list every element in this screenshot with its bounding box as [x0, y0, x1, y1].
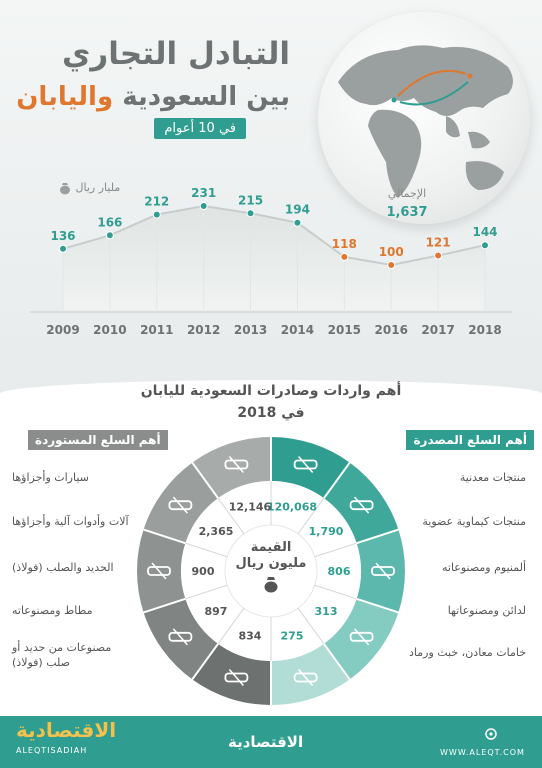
footer-logo-left: الاقتصادية [16, 718, 117, 742]
data-point [200, 203, 207, 210]
data-point [106, 232, 113, 239]
segment-value: 834 [238, 629, 262, 643]
continents [338, 45, 513, 198]
imports-header: أهم السلع المستوردة [28, 430, 168, 450]
data-point [435, 252, 442, 259]
data-label: 121 [425, 235, 451, 250]
export-item-label: منتجات كيماوية عضوية [422, 515, 526, 528]
x-tick-label: 2018 [468, 323, 502, 337]
data-point [388, 262, 395, 269]
segment-value: 12,146 [228, 500, 272, 514]
x-tick-label: 2015 [327, 323, 362, 337]
data-point [153, 211, 160, 218]
section-title: أهم واردات وصادرات السعودية لليابان في 2018 [140, 383, 402, 421]
segment-value: 275 [280, 629, 304, 643]
data-label: 166 [97, 215, 123, 230]
x-tick-label: 2016 [374, 323, 408, 337]
import-item-label: آلات وأدوات آلية وأجزاؤها [12, 515, 129, 528]
x-tick-label: 2014 [280, 323, 315, 337]
export-item-label: ألمنيوم ومصنوعاته [441, 561, 526, 574]
donut-segment [137, 530, 185, 613]
donut-center-label: القيمة مليون ريال [216, 540, 326, 598]
saudi-marker [392, 98, 397, 103]
data-point [60, 245, 67, 252]
data-label: 194 [284, 202, 310, 217]
import-item-label: الحديد والصلب (فولاذ) [12, 561, 114, 574]
total-label: الإجمالي [387, 187, 427, 200]
data-point [247, 210, 254, 217]
segment-value: 900 [191, 565, 215, 578]
export-item-label: خامات معادن، خبث ورماد [408, 646, 526, 659]
segment-value: 120,068 [266, 500, 318, 514]
total-value: 1,637 [386, 205, 428, 220]
exports-header: أهم السلع المصدرة [406, 430, 534, 450]
footer-website[interactable]: WWW.ALEQT.COM [440, 748, 525, 757]
segment-value: 1,790 [308, 525, 344, 539]
data-label: 231 [191, 186, 217, 201]
donut-segment [357, 530, 405, 613]
money-bag-icon [216, 575, 326, 598]
x-tick-label: 2011 [140, 323, 174, 337]
footer-bar [0, 716, 542, 768]
footer-mark-icon [484, 726, 498, 745]
unit-label: مليار ريال [58, 181, 120, 195]
data-label: 100 [378, 245, 404, 259]
x-tick-label: 2009 [46, 323, 80, 337]
page-title: التبادل التجاري [62, 36, 290, 72]
import-item-label: مصنوعات من حديد أو صلب (فولاذ) [12, 641, 112, 669]
data-label: 136 [50, 228, 76, 243]
data-point [341, 253, 348, 260]
data-label: 118 [331, 236, 357, 251]
segment-value: 2,365 [198, 525, 234, 539]
data-point [482, 242, 489, 249]
import-item-label: مطاط ومصنوعاته [12, 604, 93, 617]
page-subtitle: بين السعودية واليابان [16, 82, 290, 112]
x-tick-label: 2010 [93, 323, 127, 337]
export-item-label: منتجات معدنية [459, 471, 526, 484]
data-label: 144 [472, 225, 498, 240]
x-tick-label: 2012 [186, 323, 221, 337]
x-tick-label: 2017 [421, 323, 455, 337]
period-badge: في 10 أعوام [154, 118, 246, 139]
data-label: 215 [238, 193, 264, 208]
trade-line-chart [0, 185, 542, 345]
japan-marker [468, 74, 473, 79]
x-tick-label: 2013 [233, 323, 268, 337]
import-item-label: سيارات وأجزاؤها [12, 471, 89, 484]
segment-value: 806 [327, 565, 351, 578]
footer-logo-left-sub: ALEQTISADIAH [16, 746, 88, 755]
data-label: 212 [144, 194, 170, 209]
segment-value: 313 [314, 604, 338, 618]
export-item-label: لدائن ومصنوعاتها [447, 604, 526, 617]
data-point [294, 219, 301, 226]
segment-value: 897 [204, 604, 228, 618]
footer-logo-center: الاقتصادية [228, 733, 304, 751]
